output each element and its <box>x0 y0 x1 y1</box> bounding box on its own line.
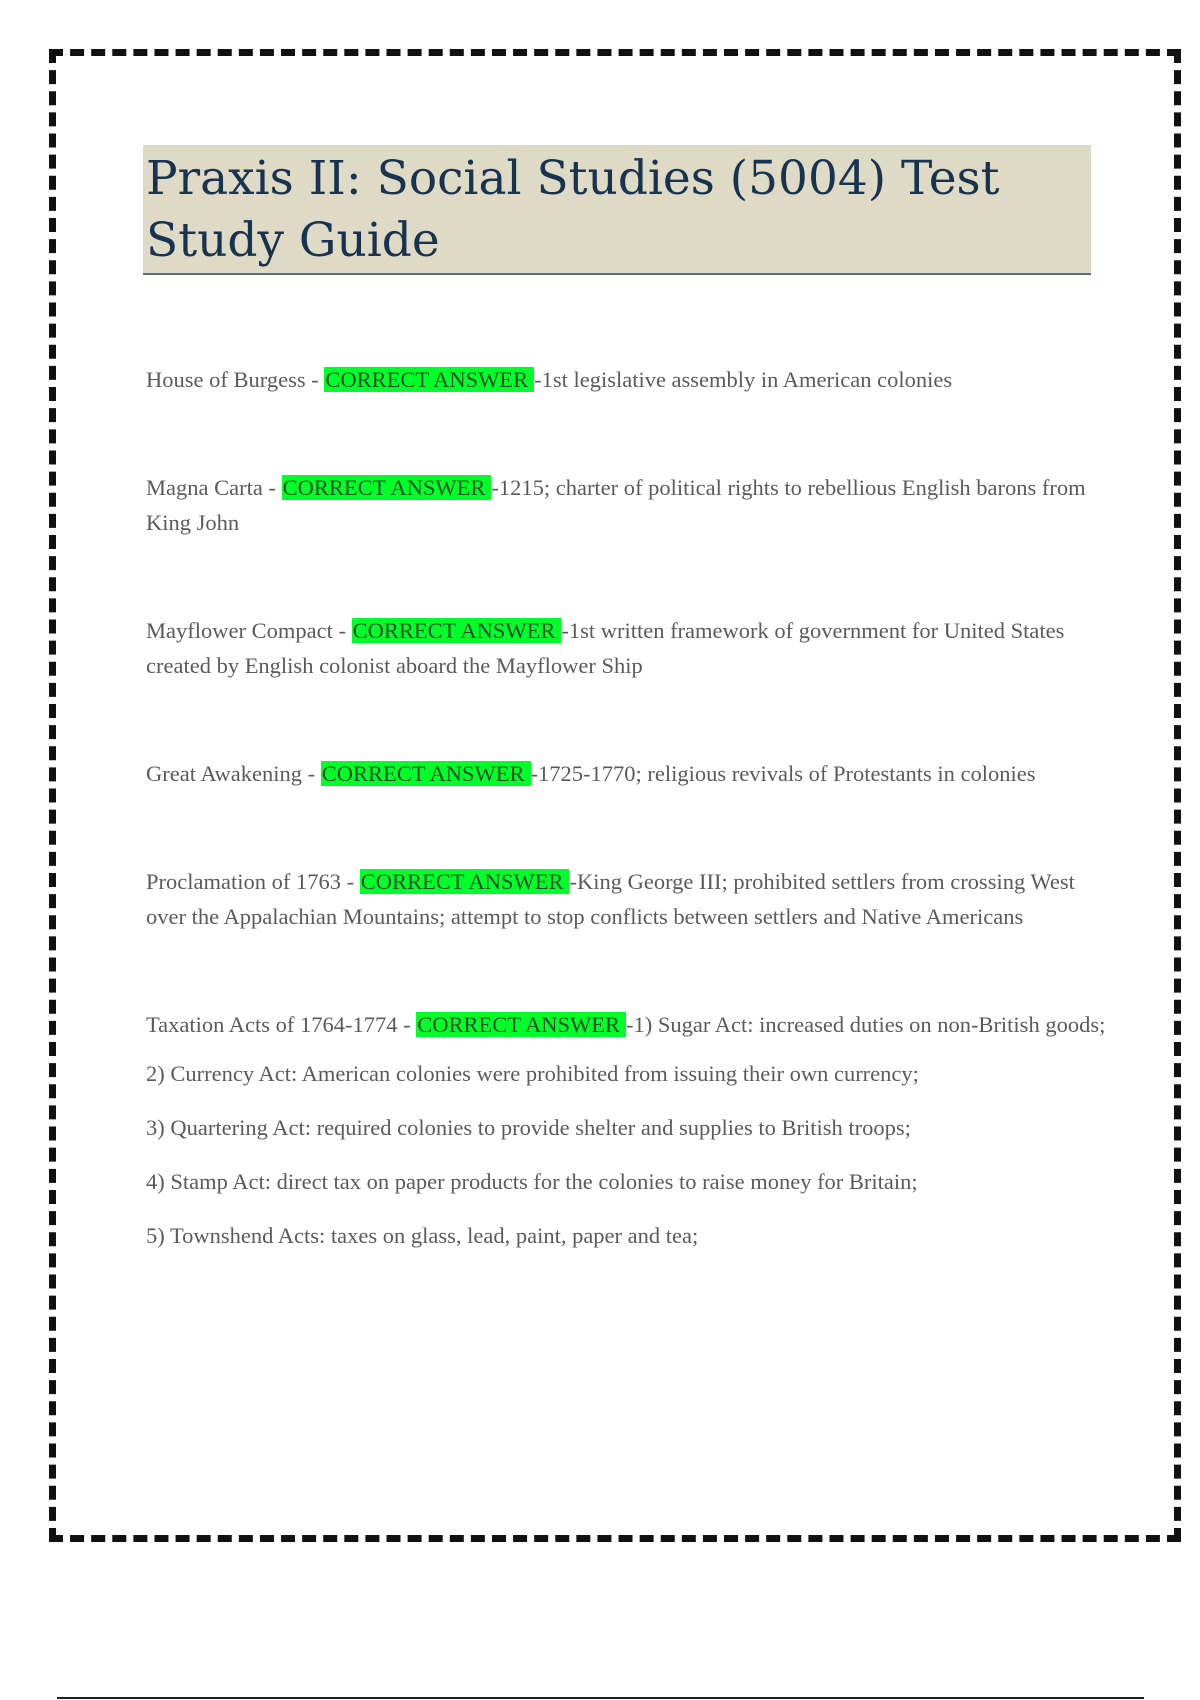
entry-answer: 1) Sugar Act: increased duties on non-British goods; <box>633 1012 1106 1037</box>
entry-answer: 1st legislative assembly in American colonies <box>541 367 953 392</box>
list-item: 3) Quartering Act: required colonies to provide shelter and supplies to British troops; <box>146 1115 911 1140</box>
correct-answer-badge: CORRECT ANSWER <box>360 869 570 894</box>
correct-answer-badge: CORRECT ANSWER <box>321 761 531 786</box>
correct-answer-badge: CORRECT ANSWER <box>282 475 492 500</box>
entry-magna-carta: Magna Carta - CORRECT ANSWER -1215; charter of political rights to rebellious English barons from King John <box>146 475 1086 535</box>
entry-answer: 1725-1770; religious revivals of Protestants in colonies <box>538 761 1036 786</box>
entry-proclamation-of-1763: Proclamation of 1763 - CORRECT ANSWER -King George III; prohibited settlers from crossing West over the Appalachian Mountains; attempt to stop conflicts between settlers and Native Americans <box>146 869 1075 929</box>
entry-great-awakening: Great Awakening - CORRECT ANSWER -1725-1770; religious revivals of Protestants in colonies <box>146 761 1036 786</box>
study-guide-content <box>146 362 1106 1272</box>
entry-term: Proclamation of 1763 <box>146 869 341 894</box>
correct-answer-badge: CORRECT ANSWER <box>416 1012 626 1037</box>
entry-house-of-burgess: House of Burgess - CORRECT ANSWER -1st legislative assembly in American colonies <box>146 367 953 392</box>
entry-first-line: Taxation Acts of 1764-1774 - CORRECT ANSWER -1) Sugar Act: increased duties on non-British goods; <box>146 1012 1106 1037</box>
list-item: 2) Currency Act: American colonies were prohibited from issuing their own currency; <box>146 1061 919 1086</box>
entry-term: Taxation Acts of 1764-1774 <box>146 1012 398 1037</box>
correct-answer-badge: CORRECT ANSWER <box>352 618 562 643</box>
taxation-acts-list <box>146 1056 1106 1253</box>
entry-term: House of Burgess <box>146 367 306 392</box>
entry-term: Magna Carta <box>146 475 263 500</box>
entry-answer: 1st written framework of government for United States created by English colonist aboard the Mayflower Ship <box>146 618 1065 678</box>
entry-answer: 1215; charter of political rights to rebellious English barons from King John <box>146 475 1086 535</box>
list-item: 4) Stamp Act: direct tax on paper products for the colonies to raise money for Britain; <box>146 1169 918 1194</box>
entry-taxation-acts <box>146 1007 1106 1253</box>
footer-rule <box>57 1697 1144 1699</box>
entry-term: Mayflower Compact <box>146 618 333 643</box>
entry-term: Great Awakening <box>146 761 303 786</box>
document-title: Praxis II: Social Studies (5004) Test Study Guide <box>146 151 1000 268</box>
entry-answer: King George III; prohibited settlers from crossing West over the Appalachian Mountains; attempt to stop conflicts between settlers and Native Americans <box>146 869 1075 929</box>
list-item: 5) Townshend Acts: taxes on glass, lead, paint, paper and tea; <box>146 1223 699 1248</box>
entry-mayflower-compact: Mayflower Compact - CORRECT ANSWER -1st written framework of government for United States created by English colonist aboard the Mayflower Ship <box>146 618 1065 678</box>
correct-answer-badge: CORRECT ANSWER <box>324 367 534 392</box>
